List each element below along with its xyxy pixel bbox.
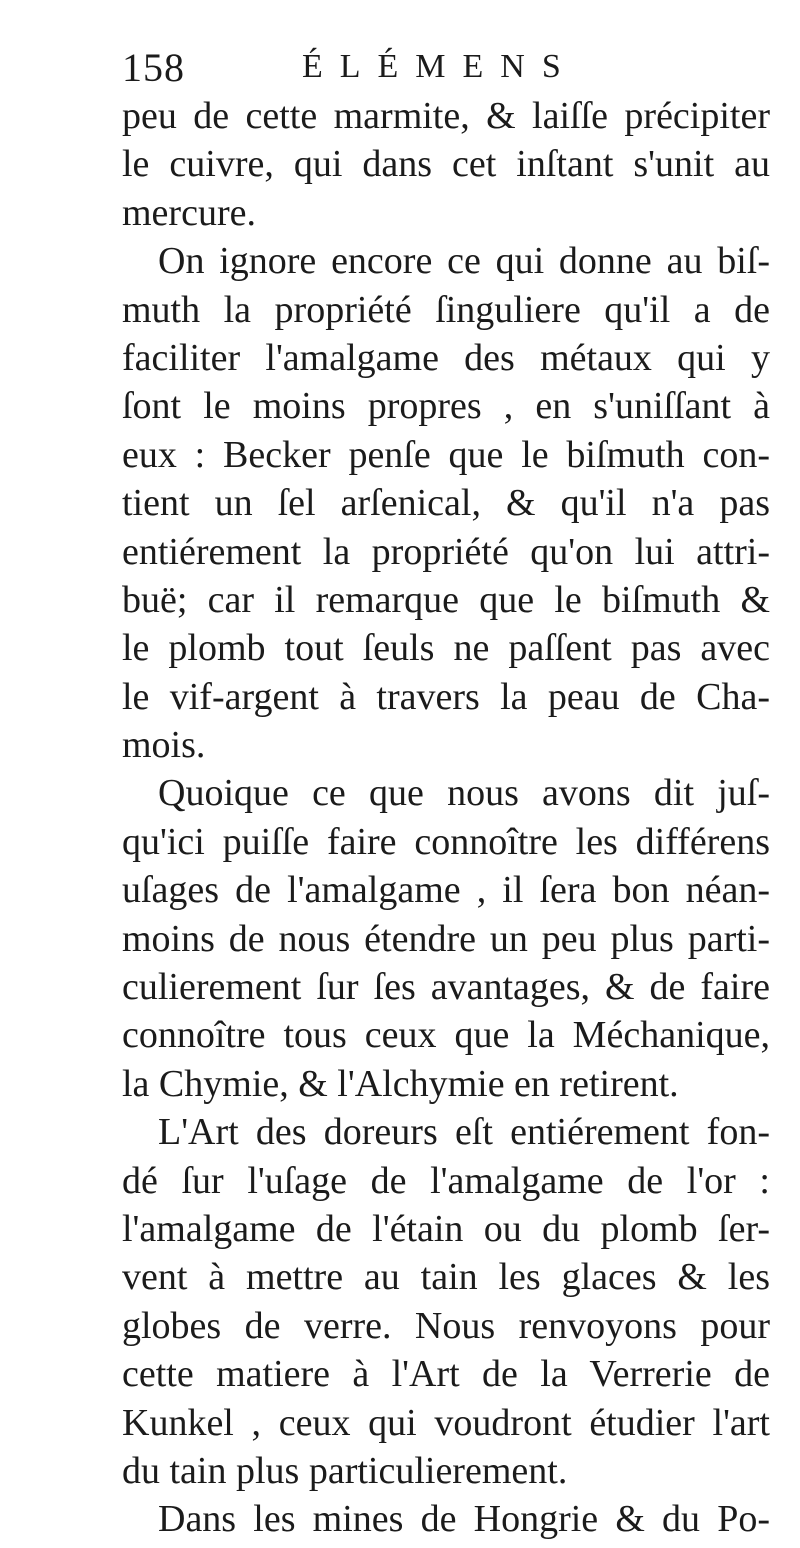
text-line: Kunkel , ceux qui voudront étudier l'art <box>122 1401 770 1444</box>
text-line: le cuivre, qui dans cet inſtant s'unit au <box>122 143 770 186</box>
text-line: muth la propriété ſinguliere qu'il a de <box>122 288 770 331</box>
text-line: mois. <box>122 724 206 767</box>
text-line: Quoique ce que nous avons dit juſ- <box>158 772 770 815</box>
text-line: globes de verre. Nous renvoyons pour <box>122 1304 770 1347</box>
text-line: uſages de l'amalgame , il ſera bon néan- <box>122 869 770 912</box>
body-text <box>122 92 770 1544</box>
text-line: du tain plus particulierement. <box>122 1449 568 1492</box>
page-number: 158 <box>122 45 185 90</box>
page-header <box>122 44 762 94</box>
running-head: ÉLÉMENS <box>302 48 578 85</box>
text-line: mercure. <box>122 191 256 234</box>
text-line: l'amalgame de l'étain ou du plomb ſer- <box>122 1207 770 1250</box>
text-line: cette matiere à l'Art de la Verrerie de <box>122 1353 770 1396</box>
text-line: L'Art des doreurs eſt entiérement fon- <box>158 1111 770 1154</box>
text-line: qu'ici puiſſe faire connoître les différens <box>122 820 770 863</box>
text-line: eux : Becker penſe que le biſmuth con- <box>122 433 770 476</box>
text-line: le vif-argent à travers la peau de Cha- <box>122 675 770 718</box>
text-line: ſont le moins propres , en s'uniſſant à <box>122 385 770 428</box>
text-line: culierement ſur ſes avantages, & de faire <box>122 966 770 1009</box>
text-line: tient un ſel arſenical, & qu'il n'a pas <box>122 482 770 525</box>
text-line: buë; car il remarque que le biſmuth & <box>122 578 770 621</box>
text-line: Dans les mines de Hongrie & du Po- <box>158 1498 770 1541</box>
text-line: le plomb tout ſeuls ne paſſent pas avec <box>122 627 770 670</box>
text-line: connoître tous ceux que la Méchanique, <box>122 1014 770 1057</box>
text-line: la Chymie, & l'Alchymie en retirent. <box>122 1062 679 1105</box>
text-line: vent à mettre au tain les glaces & les <box>122 1256 770 1299</box>
text-line: peu de cette marmite, & laiſſe précipiter <box>122 95 770 137</box>
text-line: On ignore encore ce qui donne au biſ- <box>158 240 770 283</box>
text-line: moins de nous étendre un peu plus parti- <box>122 917 770 960</box>
text-line: dé ſur l'uſage de l'amalgame de l'or : <box>122 1159 770 1202</box>
text-line: entiérement la propriété qu'on lui attri- <box>122 530 770 573</box>
text-line: faciliter l'amalgame des métaux qui y <box>122 336 770 379</box>
